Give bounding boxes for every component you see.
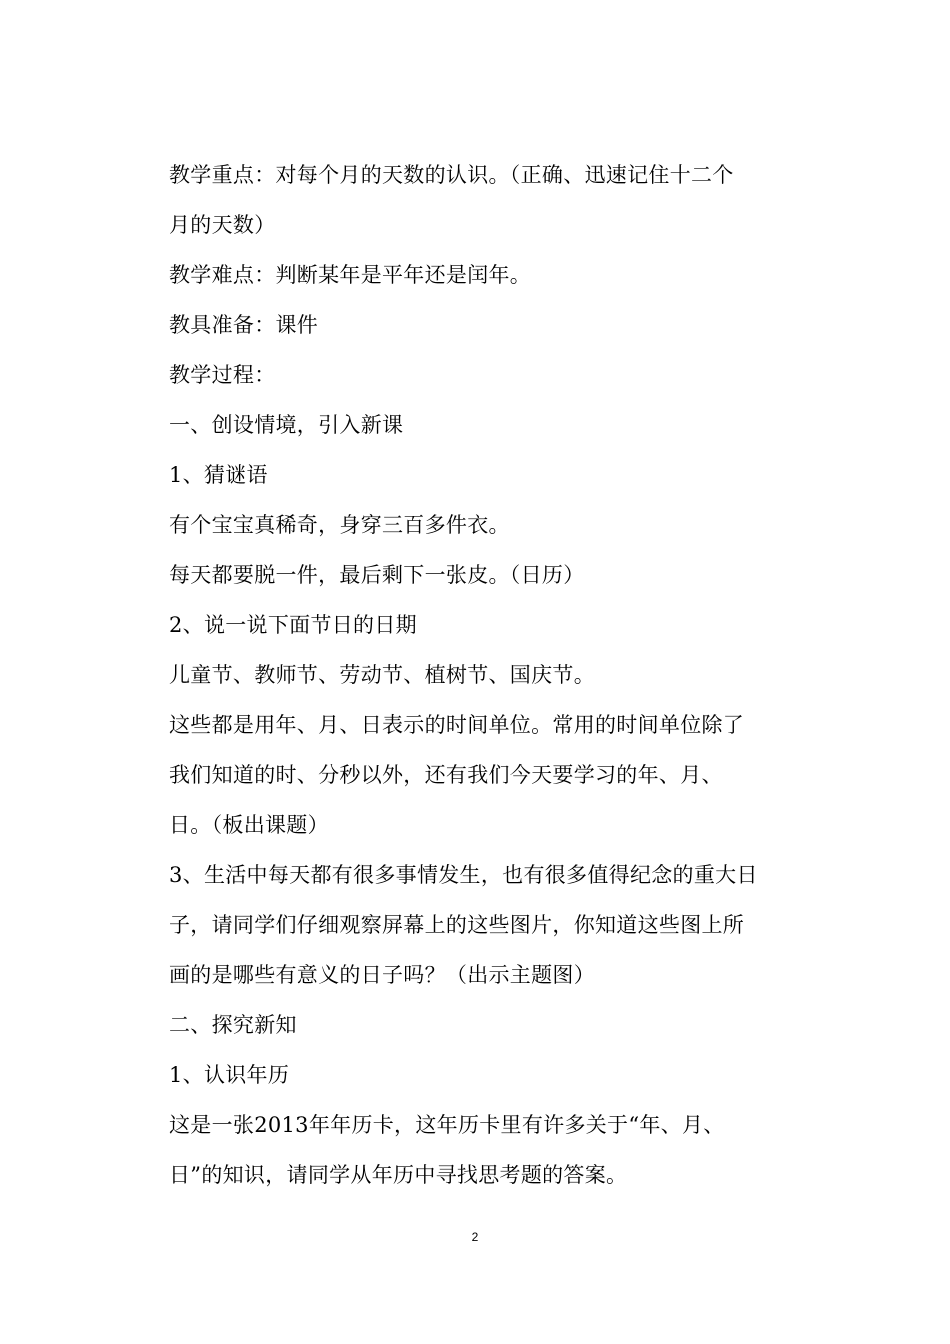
text-line-teaching-process: 教学过程：	[169, 363, 276, 387]
text-line-time-units-2: 我们知道的时、分秒以外，还有我们今天要学习的年、月、	[169, 763, 723, 787]
subheading-calendar: 1、认识年历	[169, 1063, 290, 1087]
text-line-calendar-1: 这是一张2013年年历卡，这年历卡里有许多关于“年、月、	[169, 1113, 725, 1137]
page-number: 2	[471, 1230, 479, 1244]
section-heading-2: 二、探究新知	[169, 1013, 297, 1037]
text-line-riddle-1: 有个宝宝真稀奇，身穿三百多件衣。	[169, 513, 510, 537]
text-line-teaching-aids: 教具准备：课件	[169, 313, 319, 337]
text-line-teaching-focus-cont: 月的天数）	[169, 213, 276, 237]
text-line-riddle-2: 每天都要脱一件，最后剩下一张皮。（日历）	[169, 563, 585, 587]
text-line-important-days-2: 子，请同学们仔细观察屏幕上的这些图片，你知道这些图上所	[169, 913, 745, 937]
text-line-teaching-focus: 教学重点：对每个月的天数的认识。（正确、迅速记住十二个	[169, 163, 734, 187]
subheading-holidays: 2、说一说下面节日的日期	[169, 613, 417, 637]
subheading-riddle: 1、猜谜语	[169, 463, 268, 487]
body-text	[169, 157, 789, 1207]
section-heading-1: 一、创设情境，引入新课	[169, 413, 404, 437]
text-line-time-units-1: 这些都是用年、月、日表示的时间单位。常用的时间单位除了	[169, 713, 745, 737]
text-line-calendar-2: 日”的知识，请同学从年历中寻找思考题的答案。	[169, 1163, 628, 1187]
text-line-time-units-3: 日。（板出课题）	[169, 813, 329, 837]
text-line-important-days-3: 画的是哪些有意义的日子吗？（出示主题图）	[169, 963, 595, 987]
text-line-important-days-1: 3、生活中每天都有很多事情发生，也有很多值得纪念的重大日	[169, 863, 758, 887]
text-line-teaching-difficulty: 教学难点：判断某年是平年还是闰年。	[169, 263, 532, 287]
text-line-holidays: 儿童节、教师节、劳动节、植树节、国庆节。	[169, 663, 595, 687]
